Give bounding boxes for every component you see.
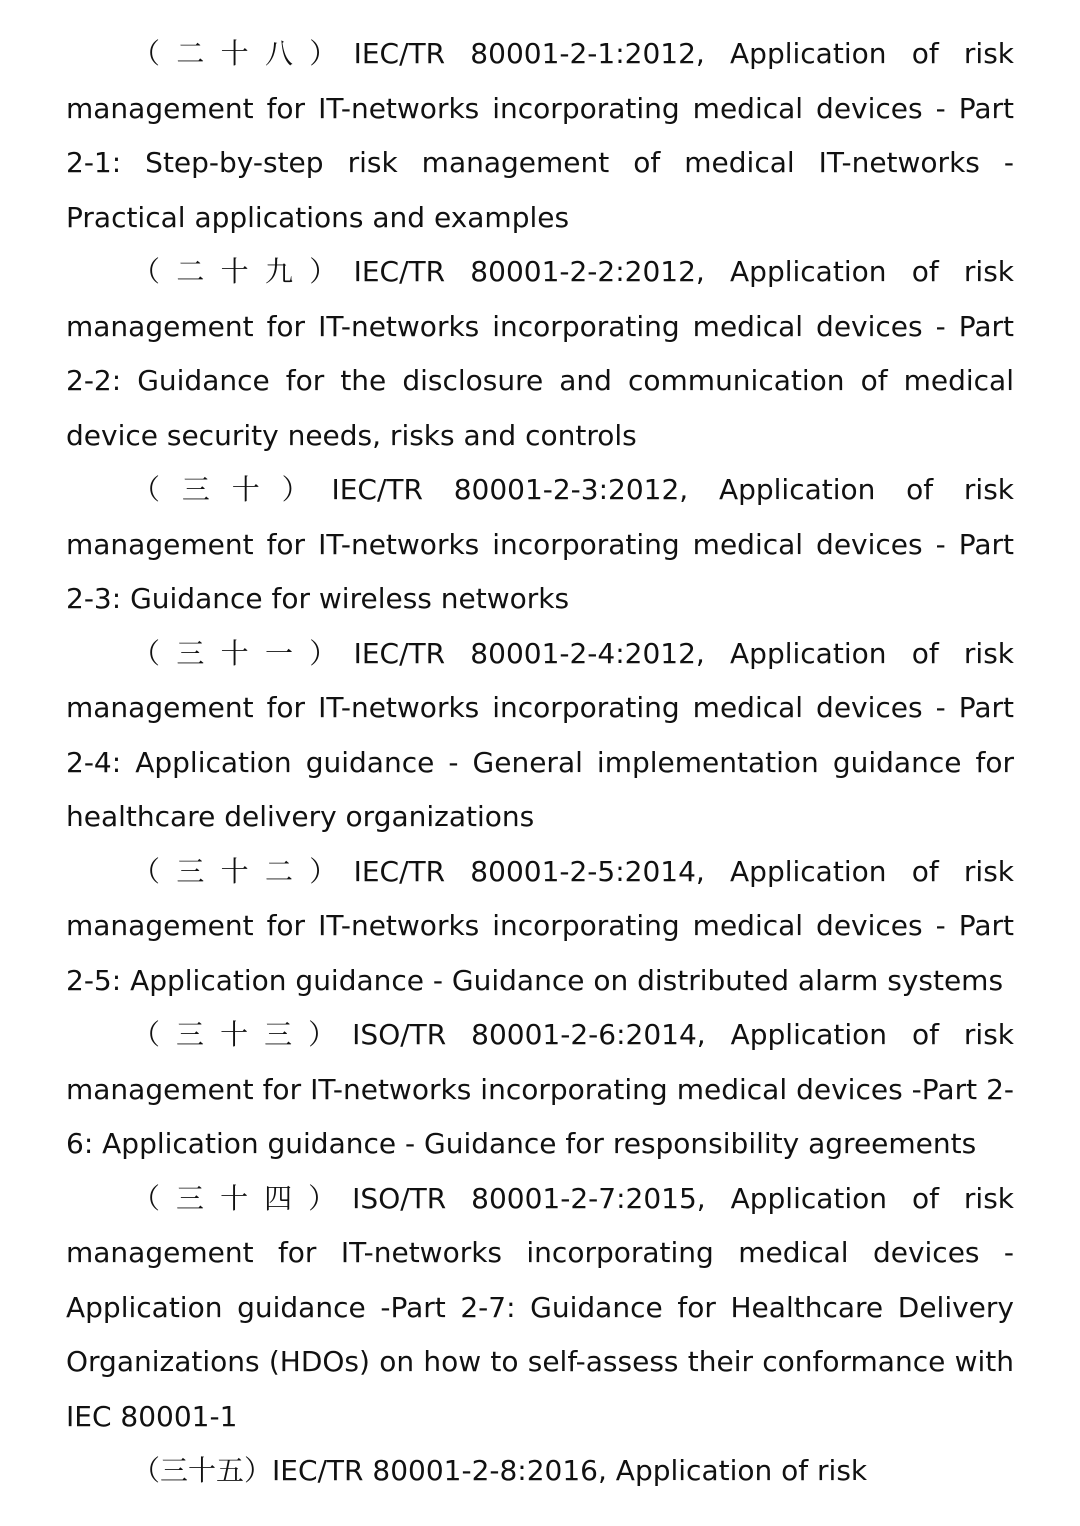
reference-item-34: （三十四）ISO/TR 80001-2-7:2015, Application of risk management for IT-networks incorporating medical devices -Application guidance -Part 2-7: Guidance for Healthcare Delivery Organizations (HDOs) on how to self-assess their conformance with IEC 80001-1 bbox=[66, 1181, 1014, 1433]
reference-item-33: （三十三）ISO/TR 80001-2-6:2014, Application of risk management for IT-networks incorporating medical devices -Part 2-6: Application guidance - Guidance for responsibility agreements bbox=[66, 1018, 1014, 1160]
reference-item-30: （三十）IEC/TR 80001-2-3:2012, Application of risk management for IT-networks incorporating medical devices - Part 2-3: Guidance for wireless networks bbox=[66, 473, 1014, 615]
reference-item-32: （三十二）IEC/TR 80001-2-5:2014, Application of risk management for IT-networks incorporating medical devices - Part 2-5: Application guidance - Guidance on distributed alarm systems bbox=[66, 854, 1014, 997]
reference-item-35: （三十五）IEC/TR 80001-2-8:2016, Application of risk bbox=[132, 1454, 868, 1487]
reference-item-28: （二十八）IEC/TR 80001-2-1:2012, Application of risk management for IT-networks incorporating medical devices - Part 2-1: Step-by-step risk management of medical IT-networks - Practical applications and examples bbox=[66, 37, 1014, 234]
reference-item-31: （三十一）IEC/TR 80001-2-4:2012, Application of risk management for IT-networks incorporating medical devices - Part 2-4: Application guidance - General implementation guidance for healthcare delivery organizations bbox=[66, 636, 1014, 833]
reference-list bbox=[66, 27, 1014, 1499]
reference-item-29: （二十九）IEC/TR 80001-2-2:2012, Application of risk management for IT-networks incorporating medical devices - Part 2-2: Guidance for the disclosure and communication of medical device security needs, risks and controls bbox=[66, 255, 1014, 452]
